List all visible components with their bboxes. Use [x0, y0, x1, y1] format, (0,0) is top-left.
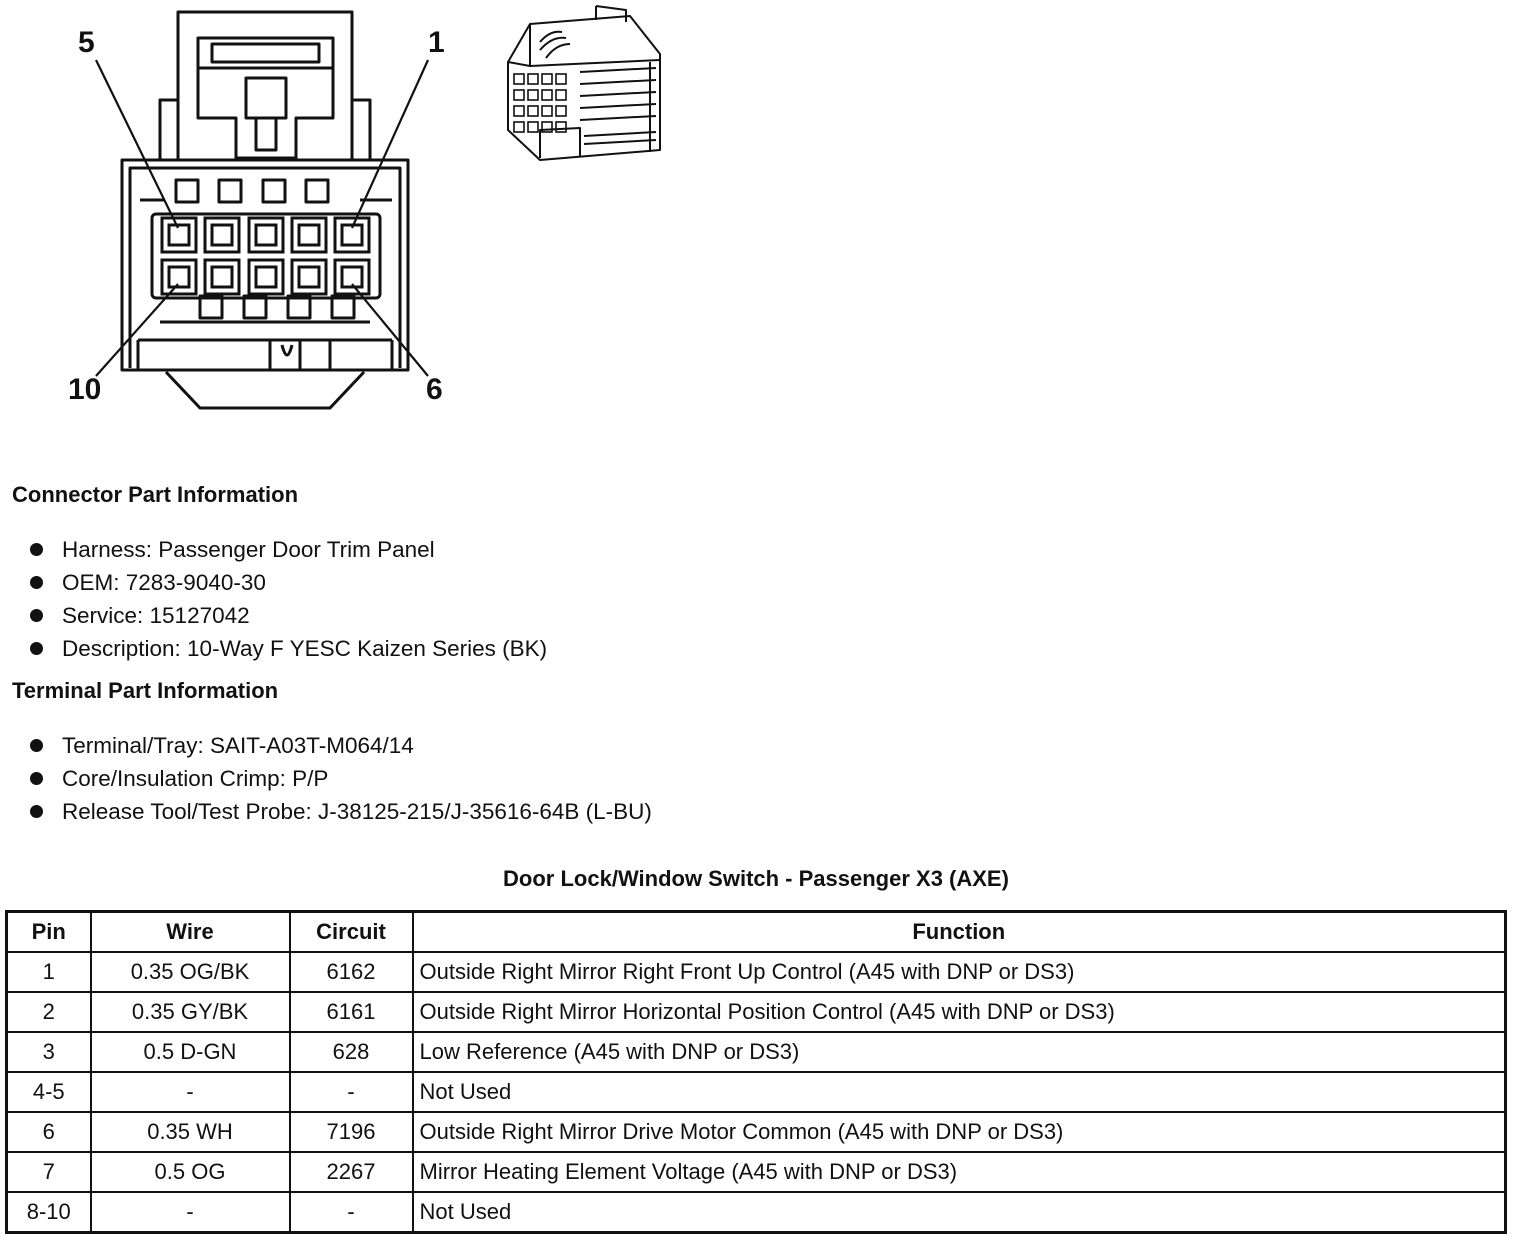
wire-cell: 0.5 D-GN [91, 1032, 290, 1072]
table-header-row [7, 912, 1506, 953]
circuit-cell: 7196 [290, 1112, 413, 1152]
column-header-function: Function [413, 912, 1506, 953]
table-row [7, 1192, 1506, 1233]
function-cell: Low Reference (A45 with DNP or DS3) [413, 1032, 1506, 1072]
function-cell: Outside Right Mirror Horizontal Position Control (A45 with DNP or DS3) [413, 992, 1506, 1032]
list-item: Description: 10-Way F YESC Kaizen Series (BK) [28, 632, 547, 665]
pinout-table [5, 910, 1507, 1234]
circuit-cell: - [290, 1192, 413, 1233]
pin-cell: 2 [7, 992, 91, 1032]
pin-label-5: 5 [78, 26, 95, 59]
list-item: Core/Insulation Crimp: P/P [28, 762, 652, 795]
table-row [7, 1152, 1506, 1192]
table-row [7, 952, 1506, 992]
table-row [7, 1072, 1506, 1112]
wire-cell: - [91, 1072, 290, 1112]
pin-cell: 1 [7, 952, 91, 992]
wire-cell: 0.35 WH [91, 1112, 290, 1152]
pin-cell: 4-5 [7, 1072, 91, 1112]
circuit-cell: 6162 [290, 952, 413, 992]
table-row [7, 1032, 1506, 1072]
column-header-wire: Wire [91, 912, 290, 953]
column-header-circuit: Circuit [290, 912, 413, 953]
function-cell: Not Used [413, 1072, 1506, 1112]
list-item: OEM: 7283-9040-30 [28, 566, 547, 599]
pin-label-10: 10 [68, 373, 102, 406]
circuit-cell: - [290, 1072, 413, 1112]
connector-isometric-view [500, 2, 680, 172]
wire-cell: - [91, 1192, 290, 1233]
circuit-cell: 2267 [290, 1152, 413, 1192]
table-title: Door Lock/Window Switch - Passenger X3 (AXE) [503, 866, 1009, 891]
function-cell: Outside Right Mirror Drive Motor Common (A45 with DNP or DS3) [413, 1112, 1506, 1152]
column-header-pin: Pin [7, 912, 91, 953]
pin-cell: 6 [7, 1112, 91, 1152]
terminal-info-heading: Terminal Part Information [12, 678, 279, 703]
pin-cell: 3 [7, 1032, 91, 1072]
list-item: Service: 15127042 [28, 599, 547, 632]
pin-label-1: 1 [428, 26, 445, 59]
circuit-cell: 628 [290, 1032, 413, 1072]
circuit-cell: 6161 [290, 992, 413, 1032]
terminal-info-list [28, 729, 652, 828]
table-row [7, 992, 1506, 1032]
wire-cell: 0.5 OG [91, 1152, 290, 1192]
pin-cell: 7 [7, 1152, 91, 1192]
table-row [7, 1112, 1506, 1152]
connector-face-diagram [0, 0, 470, 420]
list-item: Release Tool/Test Probe: J-38125-215/J-35616-64B (L-BU) [28, 795, 652, 828]
connector-info-list [28, 533, 547, 665]
connector-info-heading: Connector Part Information [12, 482, 299, 507]
pin-label-6: 6 [426, 373, 443, 406]
function-cell: Mirror Heating Element Voltage (A45 with DNP or DS3) [413, 1152, 1506, 1192]
list-item: Terminal/Tray: SAIT-A03T-M064/14 [28, 729, 652, 762]
function-cell: Not Used [413, 1192, 1506, 1233]
wire-cell: 0.35 GY/BK [91, 992, 290, 1032]
wire-cell: 0.35 OG/BK [91, 952, 290, 992]
pin-cell: 8-10 [7, 1192, 91, 1233]
function-cell: Outside Right Mirror Right Front Up Control (A45 with DNP or DS3) [413, 952, 1506, 992]
list-item: Harness: Passenger Door Trim Panel [28, 533, 547, 566]
